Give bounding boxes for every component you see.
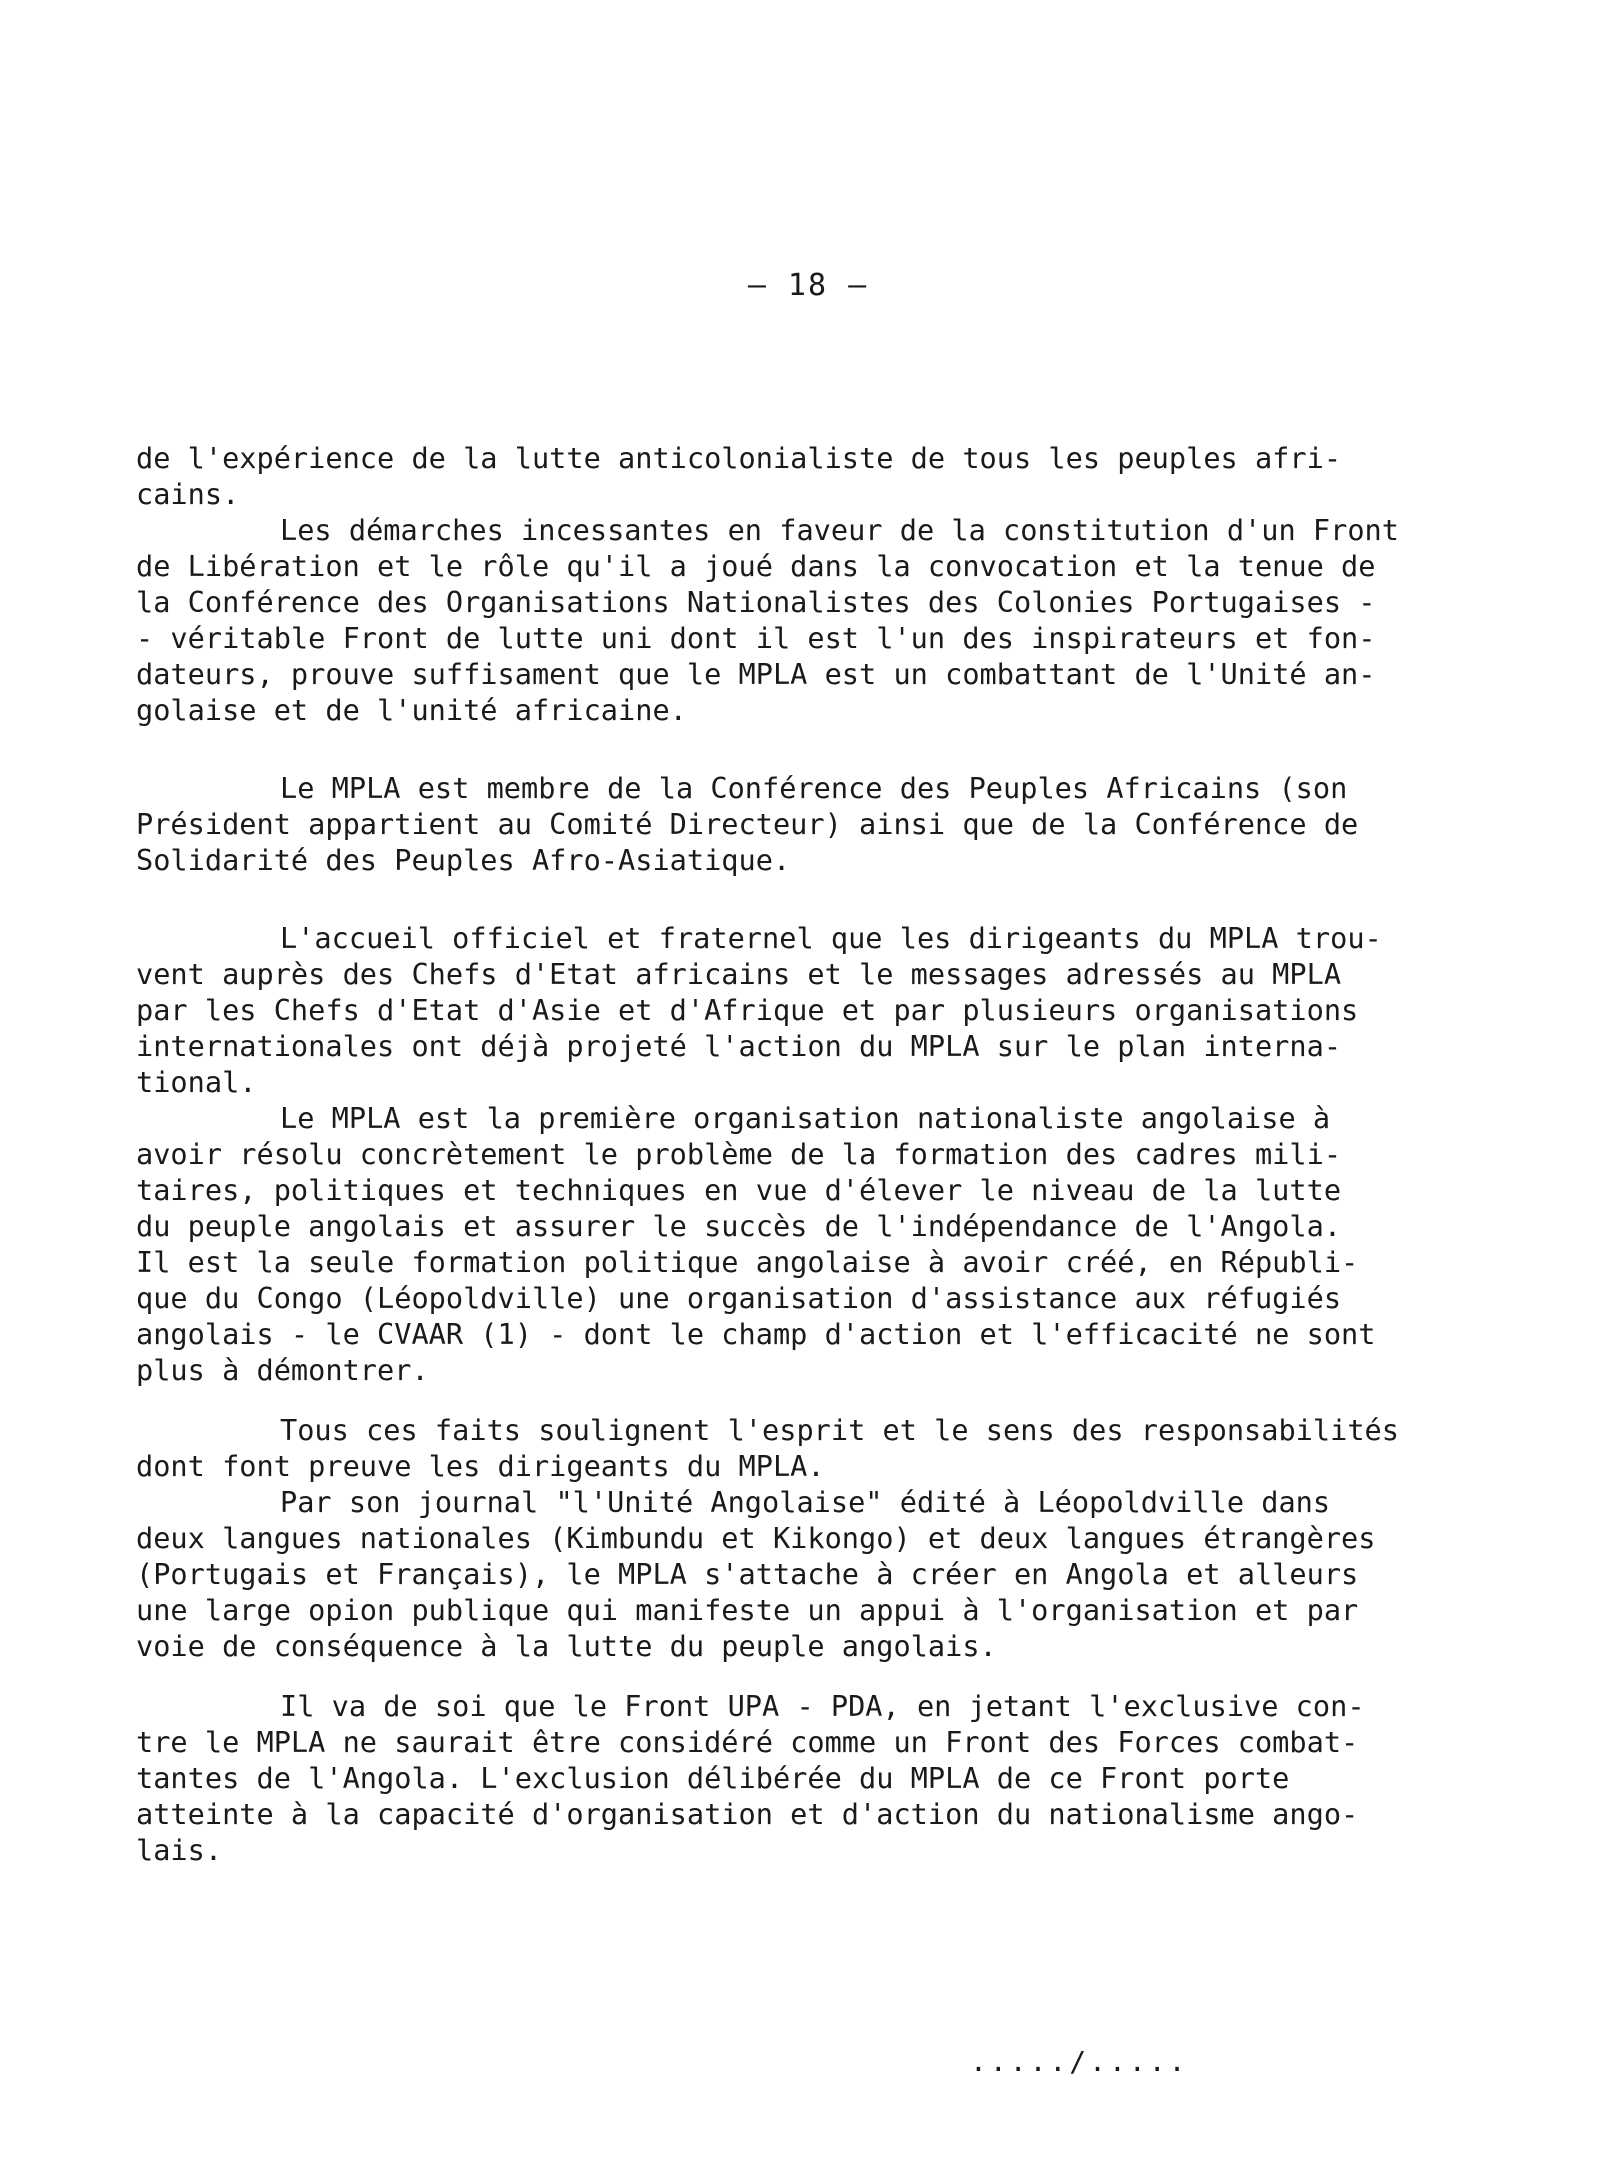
text-line: internationales ont déjà projeté l'action du MPLA sur le plan interna-	[136, 1029, 1342, 1063]
text-line: voie de conséquence à la lutte du peuple angolais.	[136, 1629, 997, 1663]
text-line: dont font preuve les dirigeants du MPLA.	[136, 1449, 825, 1483]
text-line: Solidarité des Peuples Afro-Asiatique.	[136, 843, 791, 877]
paragraph-continuation	[136, 440, 1406, 512]
paragraph-membership	[136, 770, 1406, 878]
paragraph-gap	[136, 1388, 1406, 1412]
text-line: angolais - le CVAAR (1) - dont le champ d'action et l'efficacité ne sont	[136, 1317, 1376, 1351]
text-line: taires, politiques et techniques en vue d'élever le niveau de la lutte	[136, 1173, 1342, 1207]
text-line: Il va de soi que le Front UPA - PDA, en jetant l'exclusive con-	[280, 1689, 1365, 1723]
text-line: vent auprès des Chefs d'Etat africains et le messages adressés au MPLA	[136, 957, 1342, 991]
text-line: Il est la seule formation politique angolaise à avoir créé, en Républi-	[136, 1245, 1359, 1279]
text-line: une large opion publique qui manifeste un appui à l'organisation et par	[136, 1593, 1359, 1627]
text-line: atteinte à la capacité d'organisation et d'action du nationalisme ango-	[136, 1797, 1359, 1831]
paragraph-gap	[136, 1664, 1406, 1688]
text-line: - véritable Front de lutte uni dont il est l'un des inspirateurs et fon-	[136, 621, 1376, 655]
paragraph-training	[136, 1100, 1406, 1388]
text-line: du peuple angolais et assurer le succès de l'indépendance de l'Angola.	[136, 1209, 1342, 1243]
paragraph-responsibility	[136, 1412, 1406, 1484]
text-line: la Conférence des Organisations Nationalistes des Colonies Portugaises -	[136, 585, 1376, 619]
text-line: de l'expérience de la lutte anticolonialiste de tous les peuples afri-	[136, 441, 1342, 475]
text-line: de Libération et le rôle qu'il a joué dans la convocation et la tenue de	[136, 549, 1376, 583]
document-body	[136, 440, 1406, 1868]
text-line: Les démarches incessantes en faveur de la constitution d'un Front	[280, 513, 1399, 547]
text-line: avoir résolu concrètement le problème de la formation des cadres mili-	[136, 1137, 1342, 1171]
text-line: tional.	[136, 1065, 257, 1099]
paragraph-front-liberation	[136, 512, 1406, 728]
text-line: que du Congo (Léopoldville) une organisation d'assistance aux réfugiés	[136, 1281, 1342, 1315]
text-line: golaise et de l'unité africaine.	[136, 693, 687, 727]
paragraph-gap	[136, 728, 1406, 770]
text-line: L'accueil officiel et fraternel que les dirigeants du MPLA trou-	[280, 921, 1382, 955]
text-line: deux langues nationales (Kimbundu et Kikongo) et deux langues étrangères	[136, 1521, 1376, 1555]
paragraph-gap	[136, 878, 1406, 920]
text-line: Président appartient au Comité Directeur) ainsi que de la Conférence de	[136, 807, 1359, 841]
text-line: par les Chefs d'Etat d'Asie et d'Afrique et par plusieurs organisations	[136, 993, 1359, 1027]
text-line: tre le MPLA ne saurait être considéré comme un Front des Forces combat-	[136, 1725, 1359, 1759]
text-line: Le MPLA est membre de la Conférence des Peuples Africains (son	[280, 771, 1348, 805]
paragraph-international	[136, 920, 1406, 1100]
text-line: plus à démontrer.	[136, 1353, 429, 1387]
text-line: lais.	[136, 1833, 223, 1867]
text-line: tantes de l'Angola. L'exclusion délibérée du MPLA de ce Front porte	[136, 1761, 1290, 1795]
text-line: Tous ces faits soulignent l'esprit et le sens des responsabilités	[280, 1413, 1399, 1447]
text-line: (Portugais et Français), le MPLA s'attache à créer en Angola et alleurs	[136, 1557, 1359, 1591]
text-line: Par son journal "l'Unité Angolaise" édité à Léopoldville dans	[280, 1485, 1331, 1519]
paragraph-journal	[136, 1484, 1406, 1664]
continuation-mark: ...../.....	[970, 2045, 1189, 2078]
page-number: – 18 –	[747, 268, 869, 303]
text-line: cains.	[136, 477, 240, 511]
paragraph-front-upa-pda	[136, 1688, 1406, 1868]
text-line: Le MPLA est la première organisation nationaliste angolaise à	[280, 1101, 1331, 1135]
text-line: dateurs, prouve suffisament que le MPLA est un combattant de l'Unité an-	[136, 657, 1376, 691]
